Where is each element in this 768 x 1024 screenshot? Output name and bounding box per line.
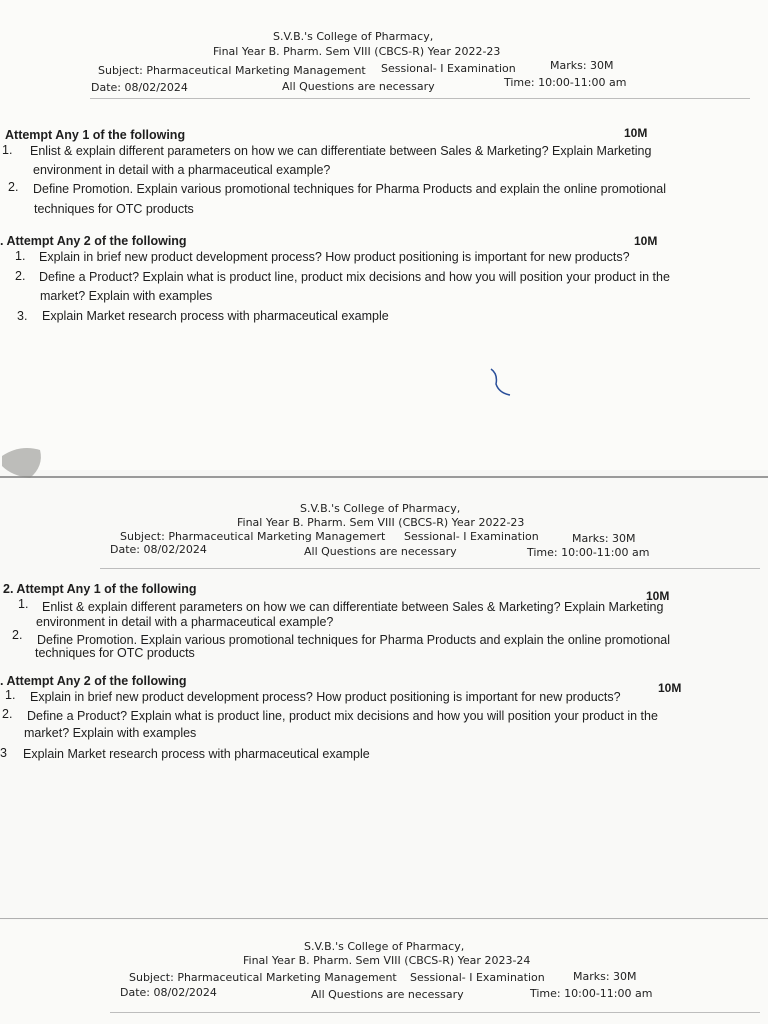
question-text: Define Promotion. Explain various promotional techniques for Pharma Products and explain the online promotional bbox=[33, 182, 666, 196]
paper-edge bbox=[0, 918, 768, 919]
total-marks: Marks: 30M bbox=[573, 970, 637, 983]
instruction: All Questions are necessary bbox=[311, 988, 464, 1001]
question-text-cont: techniques for OTC products bbox=[34, 202, 194, 216]
question-number: 2. bbox=[8, 180, 19, 194]
section-heading: Attempt Any 1 of the following bbox=[5, 128, 186, 142]
section-heading: 2. Attempt Any 1 of the following bbox=[3, 582, 197, 596]
college-name: S.V.B.'s College of Pharmacy, bbox=[304, 940, 465, 953]
section-marks: 10M bbox=[646, 589, 670, 603]
question-text: Define a Product? Explain what is product line, product mix decisions and how you will position your product in the bbox=[27, 709, 658, 723]
exam-date: Date: 08/02/2024 bbox=[91, 81, 188, 94]
exam-name: Sessional- I Examination bbox=[410, 971, 545, 984]
header-rule bbox=[110, 1012, 760, 1013]
instruction: All Questions are necessary bbox=[282, 80, 435, 93]
section-heading: . Attempt Any 2 of the following bbox=[0, 234, 187, 248]
subject-line: Subject: Pharmaceutical Marketing Management bbox=[129, 971, 397, 984]
exam-date: Date: 08/02/2024 bbox=[110, 543, 207, 556]
year-line: Final Year B. Pharm. Sem VIII (CBCS-R) Year 2022-23 bbox=[213, 45, 501, 58]
pen-mark bbox=[486, 366, 516, 398]
college-name: S.V.B.'s College of Pharmacy, bbox=[273, 30, 434, 43]
question-text-cont: techniques for OTC products bbox=[35, 646, 195, 660]
instruction: All Questions are necessary bbox=[304, 545, 457, 558]
question-text: Explain Market research process with pharmaceutical example bbox=[42, 309, 389, 323]
total-marks: Marks: 30M bbox=[550, 59, 614, 72]
section-marks: 10M bbox=[634, 234, 658, 248]
subject-line: Subject: Pharmaceutical Marketing Management bbox=[98, 64, 366, 77]
question-number: 1. bbox=[15, 249, 26, 263]
question-number: 1. bbox=[2, 143, 13, 157]
question-number: 1. bbox=[18, 597, 29, 611]
exam-slip-2 bbox=[0, 478, 768, 918]
question-text: Explain in brief new product development process? How product positioning is important for new products? bbox=[39, 250, 630, 264]
question-number: 3 bbox=[0, 746, 7, 760]
question-number: 3. bbox=[17, 309, 28, 323]
question-text-cont: market? Explain with examples bbox=[24, 726, 197, 740]
question-text: Explain Market research process with pharmaceutical example bbox=[23, 747, 370, 761]
question-text: Define Promotion. Explain various promotional techniques for Pharma Products and explain the online promotional bbox=[37, 633, 670, 647]
question-text: Enlist & explain different parameters on how we can differentiate between Sales & Marketing? Explain Marketing bbox=[42, 600, 664, 614]
question-number: 1. bbox=[5, 688, 16, 702]
exam-name: Sessional- I Examination bbox=[404, 530, 539, 543]
year-line: Final Year B. Pharm. Sem VIII (CBCS-R) Year 2023-24 bbox=[243, 954, 531, 967]
question-number: 2. bbox=[12, 628, 23, 642]
exam-slip-3 bbox=[0, 920, 768, 1024]
question-text-cont: environment in detail with a pharmaceutical example? bbox=[36, 615, 334, 629]
section-marks: 10M bbox=[624, 126, 648, 140]
exam-time: Time: 10:00-11:00 am bbox=[527, 546, 650, 559]
exam-name: Sessional- I Examination bbox=[381, 62, 516, 75]
question-text: Define a Product? Explain what is product line, product mix decisions and how you will position your product in the bbox=[39, 270, 670, 284]
exam-time: Time: 10:00-11:00 am bbox=[504, 76, 627, 89]
question-text-cont: environment in detail with a pharmaceutical example? bbox=[33, 163, 331, 177]
total-marks: Marks: 30M bbox=[572, 532, 636, 545]
section-marks: 10M bbox=[658, 681, 682, 695]
exam-slip-1 bbox=[0, 0, 768, 470]
question-text: Explain in brief new product development process? How product positioning is important for new products? bbox=[30, 690, 621, 704]
exam-time: Time: 10:00-11:00 am bbox=[530, 987, 653, 1000]
subject-line: Subject: Pharmaceutical Marketing Managemert bbox=[120, 530, 386, 543]
exam-date: Date: 08/02/2024 bbox=[120, 986, 217, 999]
year-line: Final Year B. Pharm. Sem VIII (CBCS-R) Year 2022-23 bbox=[237, 516, 525, 529]
question-number: 2. bbox=[15, 269, 26, 283]
question-text: Enlist & explain different parameters on how we can differentiate between Sales & Marketing? Explain Marketing bbox=[30, 144, 652, 158]
question-number: 2. bbox=[2, 707, 13, 721]
college-name: S.V.B.'s College of Pharmacy, bbox=[300, 502, 461, 515]
header-rule bbox=[90, 98, 750, 99]
question-text-cont: market? Explain with examples bbox=[40, 289, 213, 303]
section-heading: . Attempt Any 2 of the following bbox=[0, 674, 187, 688]
header-rule bbox=[100, 568, 760, 569]
clip-shadow bbox=[0, 436, 48, 482]
